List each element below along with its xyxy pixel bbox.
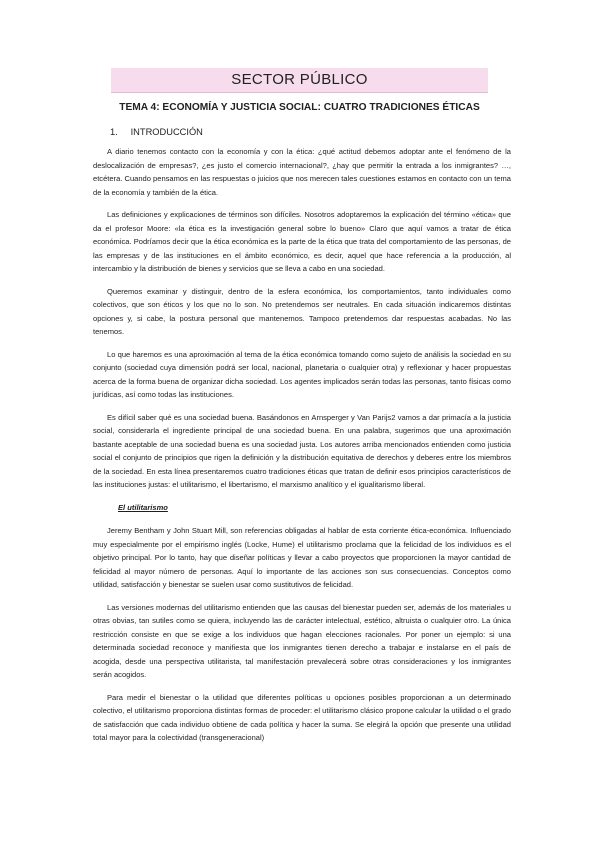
section-number: 1. (110, 127, 118, 137)
paragraph-intro-4: Lo que haremos es una aproximación al tema de la ética económica tomando como sujeto de análisis la sociedad en su conjunto (sociedad cuya dimensión podrá ser local, nacional, planetaria o cualquier otra) y reflexionar y hacer propuestas acerca de la forma buena de organizar dicha sociedad. Los agentes implicados serán todas las personas, tanto físicas como jurídicas, así como todas las instituciones. (93, 349, 511, 399)
paragraph-intro-1: A diario tenemos contacto con la economía y con la ética: ¿qué actitud debemos adoptar ante el fenómeno de la deslocalización de empresas?, ¿es justo el comercio internacional?, ¿hay que permitir la entrada a los inmigrantes? …, etcétera. Cuando pensamos en las respuestas o juicios que nos merecen tales cuestiones estamos en contacto con un tema de la economía y también de la ética. (93, 147, 511, 197)
document-body (93, 145, 511, 754)
paragraph-intro-3: Queremos examinar y distinguir, dentro de la esfera económica, los comportamientos, tanto individuales como colectivos, que son éticos y los que no lo son. No pretendemos ser neutrales. En cada situación indicaremos distintas opciones y, si cabe, la postura personal que mantenemos. Tampoco pretendemos dar respuestas acabadas. No las tenemos. (93, 286, 511, 336)
subheading-utilitarismo: El utilitarismo (118, 502, 168, 512)
paragraph-util-1: Jeremy Bentham y John Stuart Mill, son referencias obligadas al hablar de esta corriente ética-económica. Influenciado muy especialmente por el empirismo inglés (Locke, Hume) el utilitarismo proclama que la felicidad de los individuos es el objetivo principal. Por lo tanto, hay que diseñar políticas y llevar a cabo proyectos que proporcionen la mayor cantidad de felicidad al mayor número de personas. Aquí lo importante de las acciones son sus consecuencias. Conceptos como utilidad, satisfacción y bienestar se suelen usar como sustitutivos de felicidad. (93, 526, 511, 589)
paragraph-intro-2: Las definiciones y explicaciones de términos son difíciles. Nosotros adoptaremos la explicación del término «ética» que da el profesor Moore: «la ética es la investigación general sobre lo bueno» Claro que aquí vamos a tratar de ética económica. Podríamos decir que la ética económica es la parte de la ética que trata del comportamiento de las personas, de las empresas y de las instituciones en el ámbito económico, es decir, aquel que hace referencia a la producción, al intercambio y la distribución de bienes y servicios que se lleva a cabo en una sociedad. (93, 210, 511, 273)
document-banner: SECTOR PÚBLICO (111, 68, 488, 93)
paragraph-intro-5: Es difícil saber qué es una sociedad buena. Basándonos en Arnsperger y Van Parijs2 vamos a dar primacía a la justicia social, considerarla el ingrediente principal de una sociedad buena. En una palabra, sugerimos que una aproximación bastante aceptable de una sociedad buena es una sociedad justa. Los autores arriba mencionados entienden como justicia social el conjunto de principios que rigen la definición y la distribución equitativa de derechos y deberes entre los miembros de la sociedad. En esta línea presentaremos cuatro tradiciones éticas que tratan de definir esos principios característicos de las instituciones justas: el utilitarismo, el libertarismo, el marxismo analítico y el igualitarismo liberal. (93, 412, 511, 489)
document-title: TEMA 4: ECONOMÍA Y JUSTICIA SOCIAL: CUATRO TRADICIONES ÉTICAS (119, 102, 480, 113)
paragraph-util-2: Las versiones modernas del utilitarismo entienden que las causas del bienestar pueden ser, además de los materiales u otras obvias, tan sutiles como se quiera, incluyendo las de carácter intelectual, estético, altruista o cualquier otro. La única restricción consiste en que se exige a los individuos que hagan elecciones racionales. Por poner un ejemplo: si una determinada sociedad reconoce y manifiesta que los inmigrantes tienen derecho a trabajar e instalarse en el país de acogida, desde una perspectiva utilitarista, tal manifestación prevalecerá sobre otras consideraciones y los inmigrantes serán acogidos. (93, 602, 511, 679)
section-heading (110, 126, 203, 138)
paragraph-util-3: Para medir el bienestar o la utilidad que diferentes políticas u opciones posibles proporcionan a un determinado colectivo, el utilitarismo proporciona distintas formas de proceder: el utilitarismo clásico propone calcular la utilidad o el grado de satisfacción que cada individuo obtiene de cada política y hacer la suma. Se elegirá la opción que presente una utilidad total mayor para la colectividad (transgeneracional) (93, 692, 511, 742)
section-label: INTRODUCCIÓN (130, 127, 203, 137)
